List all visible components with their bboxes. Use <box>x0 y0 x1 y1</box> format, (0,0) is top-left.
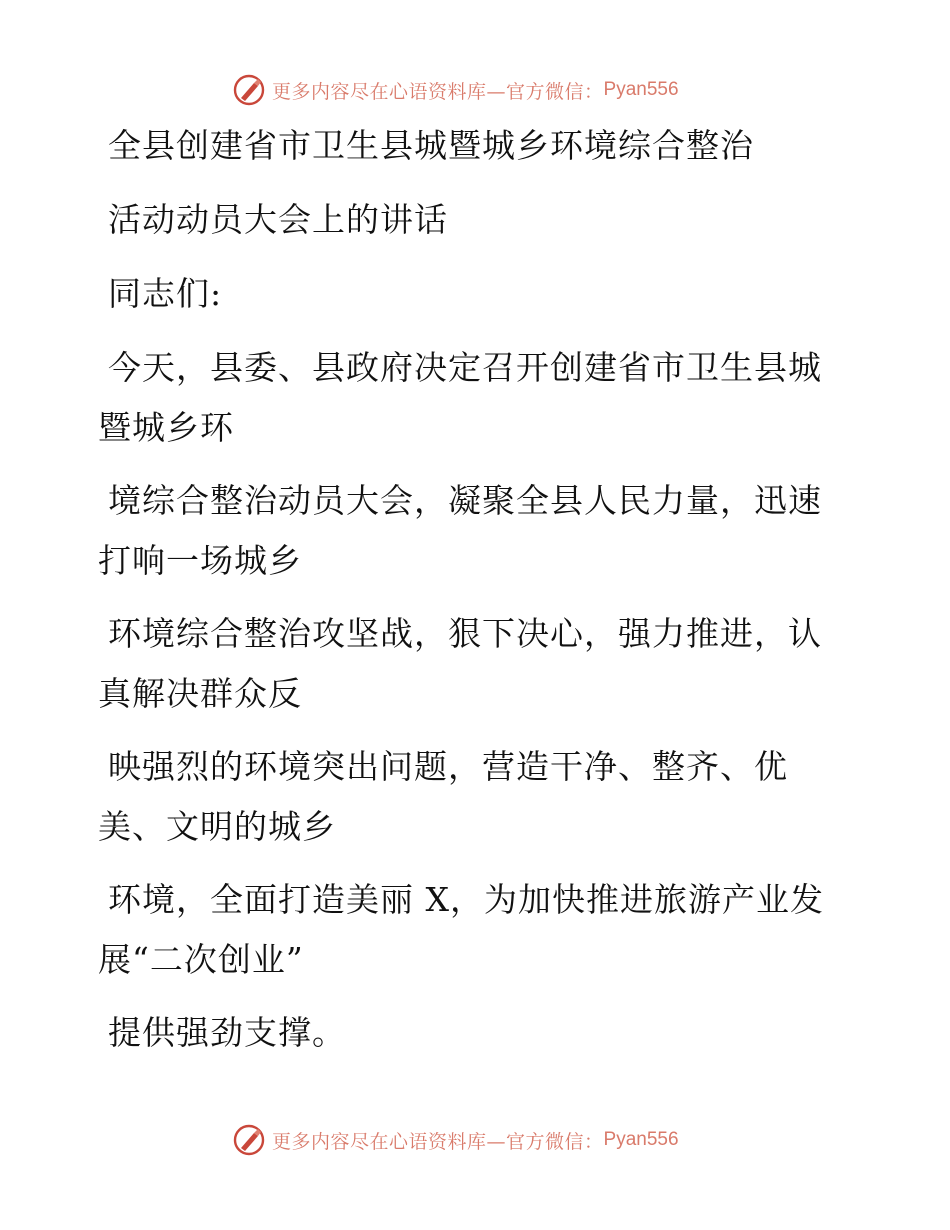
banner-wechat-id: Pyan556 <box>603 79 679 100</box>
pen-logo-icon <box>232 73 266 107</box>
body-line: 今天，县委、县政府决定召开创建省市卫生县城 <box>108 348 822 387</box>
body-line: 暨城乡环 <box>98 408 234 447</box>
body-line: 真解决群众反 <box>98 674 302 713</box>
salutation: 同志们: <box>108 274 223 313</box>
banner-text: 更多内容尽在心语资料库—官方微信： <box>272 80 604 103</box>
title-line-1: 全县创建省市卫生县城暨城乡环境综合整治 <box>108 126 754 165</box>
body-line: 环境，全面打造美丽 X，为加快推进旅游产业发 <box>108 880 824 919</box>
body-line: 美、文明的城乡 <box>98 807 336 846</box>
banner-wechat-id: Pyan556 <box>603 1129 679 1150</box>
pen-logo-icon <box>232 1123 266 1157</box>
body-line: 提供强劲支撑。 <box>108 1013 346 1052</box>
body-line: 境综合整治动员大会，凝聚全县人民力量，迅速 <box>108 481 822 520</box>
body-line: 打响一场城乡 <box>98 541 302 580</box>
footer-banner <box>232 1122 679 1158</box>
header-banner <box>232 72 679 108</box>
body-line: 展“二次创业” <box>98 940 304 979</box>
body-line: 环境综合整治攻坚战，狠下决心，强力推进，认 <box>108 614 822 653</box>
body-line: 映强烈的环境突出问题，营造干净、整齐、优 <box>108 747 788 786</box>
title-line-2: 活动动员大会上的讲话 <box>108 200 448 239</box>
banner-text: 更多内容尽在心语资料库—官方微信： <box>272 1130 604 1153</box>
